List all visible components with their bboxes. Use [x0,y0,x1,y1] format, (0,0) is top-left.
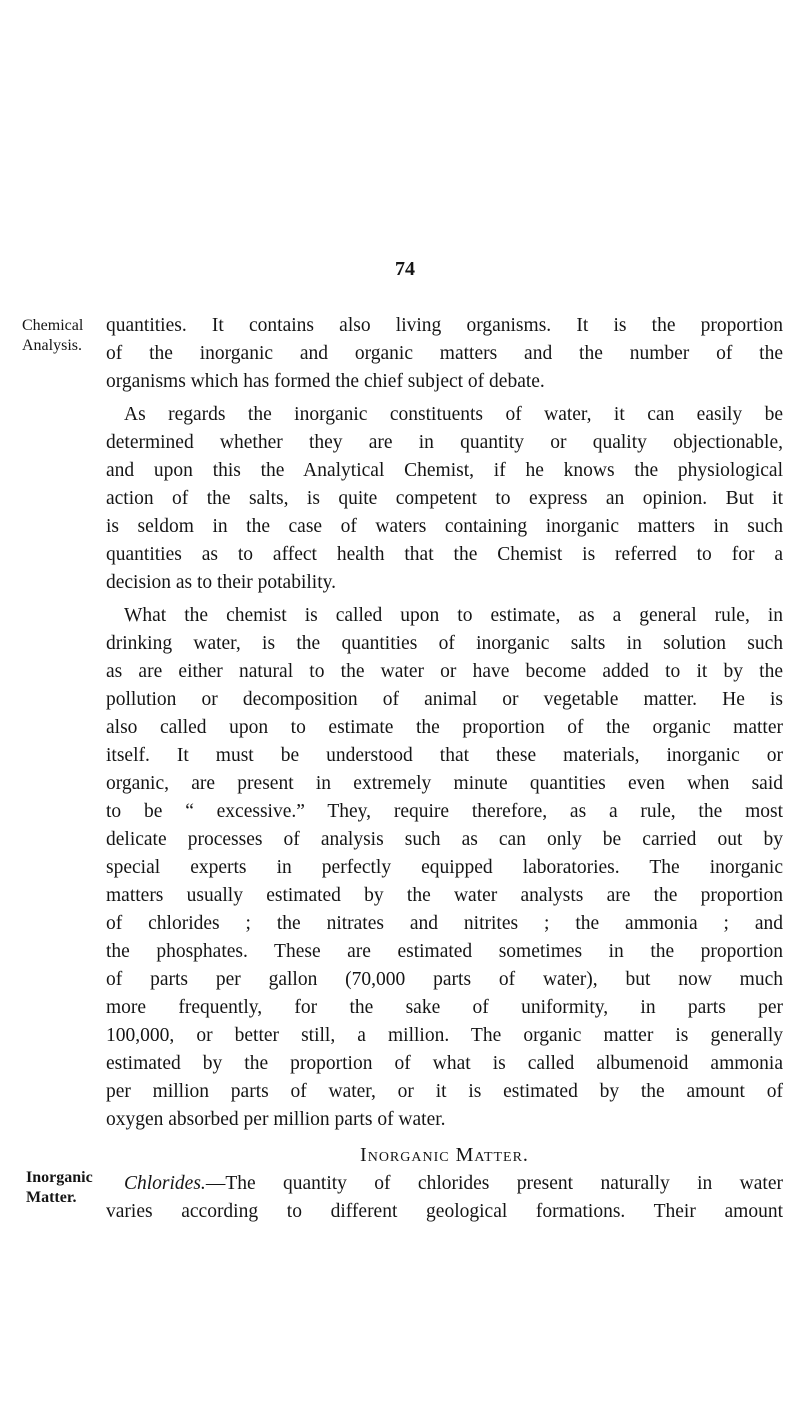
chlorides-term: Chlorides. [124,1173,206,1194]
paragraph [106,401,783,597]
text-line: delicate processes of analysis such as can only be carried out by [106,829,783,850]
text-line: quantities. It contains also living organisms. It is the proportion [106,315,783,336]
text-line: matters usually estimated by the water analysts are the proportion [106,885,783,906]
text-line: itself. It must be understood that these materials, inorganic or [106,745,783,766]
text-line: of parts per gallon (70,000 parts of water), but now much [106,969,783,990]
text-line [106,1170,783,1198]
text-line: per million parts of water, or it is estimated by the amount of [106,1081,783,1102]
text-line: oxygen absorbed per million parts of water. [106,1109,446,1130]
text-line: is seldom in the case of waters containing inorganic matters in such [106,516,783,537]
text-line: varies according to different geological formations. Their amount [106,1201,783,1222]
text-line: action of the salts, is quite competent to express an opinion. But it [106,488,783,509]
margin-note-chemical-analysis: Chemical Analysis. [22,317,84,354]
text-line: drinking water, is the quantities of inorganic salts in solution such [106,633,783,654]
text-line: As regards the inorganic constituents of water, it can easily be [124,404,783,425]
text-line: the phosphates. These are estimated sometimes in the proportion [106,941,783,962]
text-span: —The quantity of chlorides present naturally in water [205,1173,783,1194]
text-line: organisms which has formed the chief subject of debate. [106,371,545,392]
margin-note-inorganic-matter: Inorganic Matter. [26,1169,93,1206]
text-line: What the chemist is called upon to estimate, as a general rule, in [124,605,783,626]
text-line: to be “ excessive.” They, require therefore, as a rule, the most [106,801,783,822]
text-line: 100,000, or better still, a million. The organic matter is generally [106,1025,783,1046]
text-line: as are either natural to the water or have become added to it by the [106,661,783,682]
text-line: determined whether they are in quantity or quality objectionable, [106,432,783,453]
text-line: quantities as to affect health that the Chemist is referred to for a [106,544,783,565]
text-line: organic, are present in extremely minute quantities even when said [106,773,783,794]
text-line: also called upon to estimate the proportion of the organic matter [106,717,783,738]
text-line: of chlorides ; the nitrates and nitrites ; the ammonia ; and [106,913,783,934]
section-heading: Inorganic Matter. [360,1144,529,1166]
text-line: special experts in perfectly equipped laboratories. The inorganic [106,857,783,878]
text-line: and upon this the Analytical Chemist, if he knows the physiological [106,460,783,481]
page-number: 74 [395,258,415,280]
body-text [106,312,783,1226]
text-line: pollution or decomposition of animal or vegetable matter. He is [106,689,783,710]
text-line: more frequently, for the sake of uniformity, in parts per [106,997,783,1018]
text-line: estimated by the proportion of what is called albumenoid ammonia [106,1053,783,1074]
paragraph [106,602,783,1134]
text-line: decision as to their potability. [106,572,336,593]
paragraph [106,312,783,396]
text-line: of the inorganic and organic matters and the number of the [106,343,783,364]
